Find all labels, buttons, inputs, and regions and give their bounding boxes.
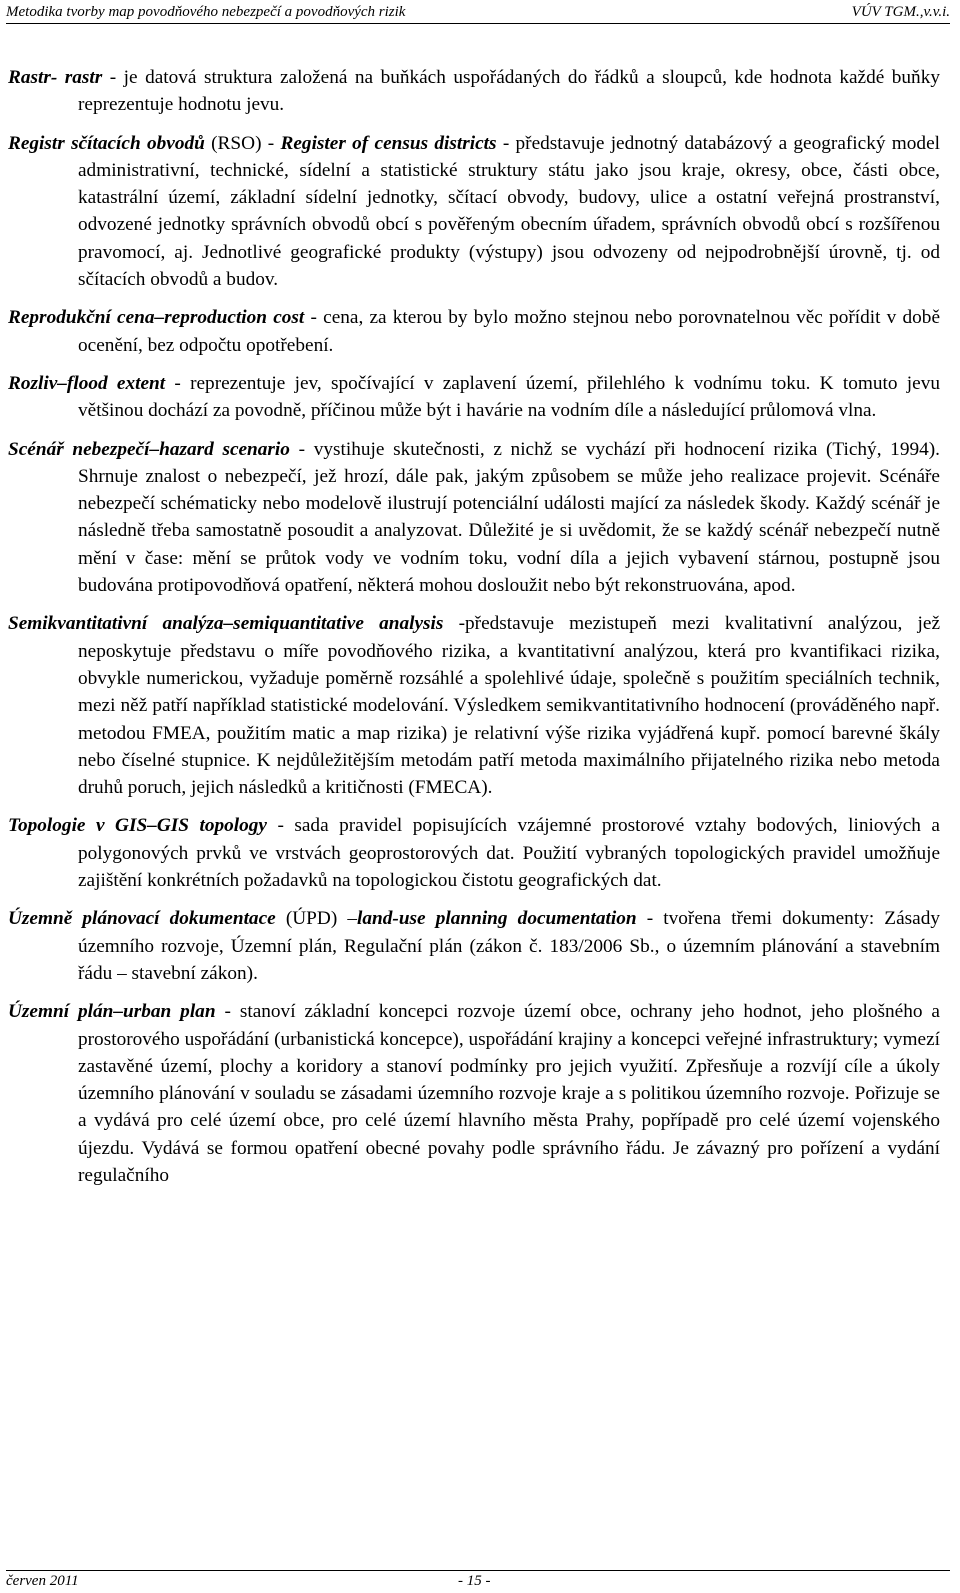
term-label: Reprodukční cena–reproduction cost — [8, 307, 305, 329]
term-label: Scénář nebezpečí–hazard scenario — [8, 438, 290, 460]
term-definition: -představuje mezistupeň mezi kvalitativní analýzou, jež neposkytuje představu o míře povodňového rizika, a kvantitativní analýzou, která pro kvantifikaci rizika, obvykle numerickou, vyžaduje poměrně rozsáhlé a spolehlivé údaje, společně s použitím speciálních technik, mezi něž patří například statistické modelování. Výsledkem semikvantitativního hodnocení (prováděného např. metodou FMEA, použitím matic a map rizika) je relativní výše rizika vyjádřená kupř. pomocí barevné škály nebo číselné stupnice. K nejdůležitějším metodám patří metoda maximálního přijatelného rizika nebo metoda druhů poruch, jejich následků a kritičnosti (FMECA). — [78, 613, 940, 799]
footer-date: červen 2011 — [6, 1573, 79, 1589]
glossary-entry-topologie — [8, 812, 940, 894]
term-definition: - vystihuje skutečnosti, z nichž se vychází při hodnocení rizika (Tichý, 1994). Shrnuje znalost o nebezpečí, jež hrozí, dále pak, jakým způsobem se může jeho realizace projevit. Scénáře nebezpečí schématicky nebo modelově ilustrují potenciální události mající za následek škody. Každý scénář je následně třeba samostatně posoudit a analyzovat. Důležité je si uvědomit, že se každý scénář nebezpečí nutně mění v čase: mění se průtok vody ve vodním toku, vodní díla a jejich vybavení stárnou, postupně jsou budována protipovodňová opatření, některá mohou dosloužit nebo být rekonstruována, apod. — [78, 438, 940, 597]
term-definition: - tvořena třemi dokumenty: Zásady územního rozvoje, Územní plán, Regulační plán (zákon č. 183/2006 Sb., o územním plánování a stavebním řádu – stavební zákon). — [78, 908, 940, 984]
term-english: Register of census districts — [280, 132, 497, 154]
term-definition: - cena, za kterou by bylo možno stejnou nebo porovnatelnou věc pořídit v době ocenění, bez odpočtu opotřebení. — [78, 307, 941, 356]
glossary-entry-scenar — [8, 436, 940, 600]
page-footer — [6, 1570, 950, 1589]
term-label: Topologie v GIS–GIS topology — [8, 815, 267, 837]
term-definition: - stanoví základní koncepci rozvoje území obce, ochrany jeho hodnot, jeho plošného a prostorového uspořádání (urbanistická koncepce), uspořádání krajiny a koncepci veřejné infrastruktury; vymezí zastavěné území, plochy a koridory a stanoví podmínky pro jejich využití. Zpřesňuje a rozvíjí cíle a úkoly územního plánování v souladu se zásadami územního rozvoje kraje a s politikou územního rozvoje. Pořizuje se a vydává pro celé území obce, pro celé území hlavního města Prahy, popřípadě pro celé území vojenského újezdu. Vydává se formou opatření obecné povahy podle správního řádu. Je závazný pro pořízení a vydání regulačního — [78, 1001, 940, 1186]
term-label: Územní plán–urban plan — [8, 1001, 216, 1023]
glossary-entry-uzemni-plan — [8, 998, 940, 1189]
glossary-entry-semikvantitativni — [8, 610, 940, 801]
header-title: Metodika tvorby map povodňového nebezpečí a povodňových rizik — [6, 4, 406, 20]
term-abbrev: (ÚPD) – — [275, 908, 358, 930]
glossary-entry-reprodukcni-cena — [8, 304, 940, 359]
glossary-entry-rastr — [8, 64, 940, 119]
term-english: land-use planning documentation — [357, 908, 637, 930]
term-label: Územně plánovací dokumentace — [8, 908, 276, 930]
page-header — [6, 0, 950, 24]
term-label: Rozliv–flood extent — [8, 372, 166, 394]
header-institution: VÚV TGM.,v.v.i. — [851, 4, 950, 20]
term-abbrev: (RSO) - — [204, 132, 281, 154]
glossary-entry-rso — [8, 130, 940, 294]
glossary-content — [8, 64, 940, 1200]
glossary-entry-rozliv — [8, 370, 940, 425]
term-definition: - představuje jednotný databázový a geografický model administrativní, technické, sídelní a statistické struktury státu jako jsou kraje, okresy, obce, části obce, katastrální území, základní sídelní jednotky, sčítací obvody, budovy, ulice a ostatní veřejná prostranství, odvozené jednotky správních obvodů obcí s pověřeným obecním úřadem, správních obvodů obcí s rozšířenou pravomocí, aj. Jednotlivé geografické produkty (výstupy) jsou odvozeny od nejpodrobnější úrovně, tj. od sčítacích obvodů a budov. — [78, 132, 940, 291]
term-label: Semikvantitativní analýza–semiquantitative analysis — [8, 613, 444, 635]
term-label: Rastr- rastr — [8, 67, 103, 88]
term-definition: - je datová struktura založená na buňkách uspořádaných do řádků a sloupců, kde hodnota každé buňky reprezentuje hodnotu jevu. — [78, 67, 940, 116]
term-definition: - sada pravidel popisujících vzájemné prostorové vztahy bodových, liniových a polygonových prvků ve vrstvách geoprostorových dat. Použití vybraných topologických pravidel umožňuje zajištění konkrétních požadavků na topologickou čistotu geografických dat. — [78, 815, 940, 892]
term-label: Registr sčítacích obvodů — [8, 132, 205, 154]
page-number: - 15 - — [458, 1573, 491, 1589]
term-definition: - reprezentuje jev, spočívající v zaplavení území, přilehlého k vodnímu toku. K tomuto jevu většinou dochází za povodně, příčinou může být i havárie na vodním díle a následující průlomová vlna. — [78, 372, 940, 422]
glossary-entry-upd — [8, 905, 940, 987]
